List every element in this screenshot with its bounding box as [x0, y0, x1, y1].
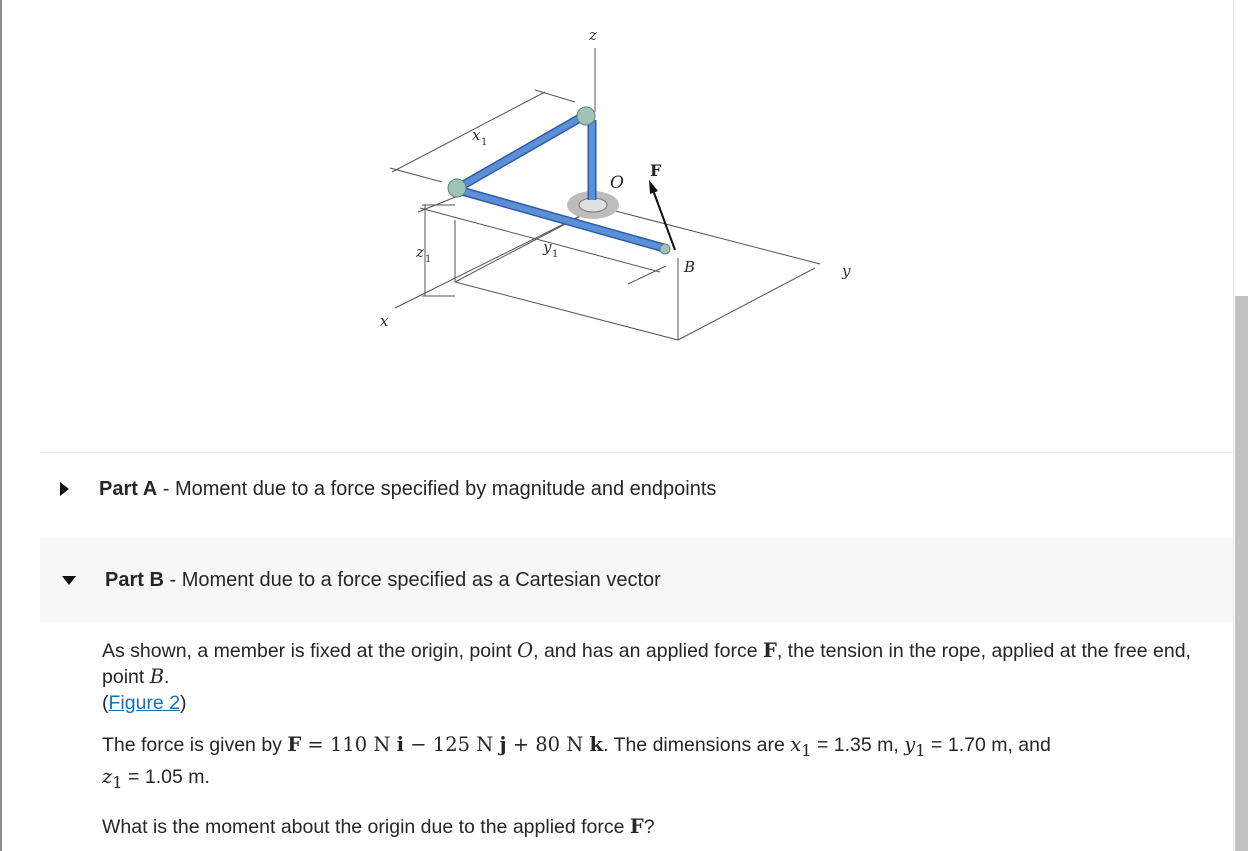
math-point-b: B [149, 665, 165, 688]
part-a-header[interactable] [40, 466, 1233, 512]
force-label: F [650, 161, 662, 180]
part-b-title: Moment due to a force specified as a Cartesian vector [181, 568, 661, 591]
text-run: . [164, 666, 170, 688]
text-run: What is the moment about the origin due to the applied force [102, 815, 630, 838]
text-run: As shown, a member is fixed at the origin, point [102, 640, 518, 662]
math-y1: y [904, 733, 916, 756]
section-divider [40, 452, 1233, 453]
math-force: F [762, 639, 777, 662]
part-b-header[interactable] [40, 538, 1233, 622]
given-values [102, 732, 1212, 796]
caret-right-icon [60, 482, 69, 496]
force-arrow-head [649, 180, 658, 194]
text-run: , the tension in the rope, applied at the free end, point [102, 640, 1191, 688]
math-sub: 1 [801, 740, 812, 760]
math-unit-i: i [396, 733, 405, 756]
math-term: = 110 N [301, 733, 397, 756]
part-b-sep: - [163, 568, 182, 591]
link-paren: ) [180, 692, 187, 714]
part-a-label: Part A [99, 477, 158, 500]
base-plate [579, 198, 607, 212]
math-unit-k: k [589, 733, 604, 756]
question-text [102, 814, 1212, 840]
math-term: + 80 N [506, 733, 590, 756]
text-run: . The dimensions are [603, 734, 791, 756]
y-axis-label: y [842, 262, 851, 280]
figure-svg [330, 0, 890, 360]
elbow-joint [577, 107, 595, 125]
force-arrow-line [653, 190, 675, 250]
elbow-joint [448, 179, 466, 197]
math-unit-j: j [499, 733, 507, 756]
y1-label: y [543, 238, 552, 256]
proj-line [678, 268, 815, 340]
math-origin: O [517, 639, 534, 662]
x-axis-label: x [380, 312, 389, 330]
problem-statement [102, 638, 1212, 716]
link-paren: ( [102, 692, 109, 714]
math-force: F [287, 733, 302, 756]
value-x1: = 1.35 m, [811, 734, 905, 756]
math-sub: 1 [112, 772, 123, 792]
x1-ext [390, 168, 442, 182]
part-b-body [102, 638, 1212, 840]
caret-down-icon [62, 576, 76, 585]
math-z1: z [102, 764, 113, 788]
text-run: ? [643, 815, 655, 838]
figure-2-link[interactable]: Figure 2 [108, 692, 181, 714]
text-run: The force is given by [102, 734, 288, 756]
math-sub: 1 [915, 740, 926, 760]
scrollbar-thumb[interactable] [1235, 296, 1248, 851]
math-force: F [629, 814, 644, 838]
x1-ext [535, 90, 575, 102]
y1-ext [418, 196, 458, 212]
math-x1: x [790, 733, 802, 756]
x1-label: x [472, 126, 481, 144]
z-axis-label: z [589, 26, 597, 44]
point-b-label: B [684, 258, 696, 276]
value-z1: = 1.05 m. [122, 765, 210, 788]
z1-label-sub: 1 [425, 254, 432, 265]
z1-label: z [416, 243, 424, 261]
x1-dim-line [392, 92, 545, 172]
origin-label: O [610, 173, 624, 193]
figure-diagram [330, 0, 890, 360]
value-y1: = 1.70 m, and [925, 734, 1051, 756]
math-term: − 125 N [404, 733, 500, 756]
part-b-label: Part B [105, 568, 164, 591]
left-border [0, 0, 2, 851]
part-a-sep: - [157, 477, 175, 500]
pipe-y1 [458, 190, 664, 248]
text-run: , and has an applied force [533, 640, 763, 662]
part-a-title: Moment due to a force specified by magnitude and endpoints [174, 477, 717, 500]
proj-line [455, 282, 678, 340]
x1-label-sub: 1 [481, 137, 488, 148]
end-cap [660, 244, 670, 254]
y1-label-sub: 1 [552, 249, 559, 260]
